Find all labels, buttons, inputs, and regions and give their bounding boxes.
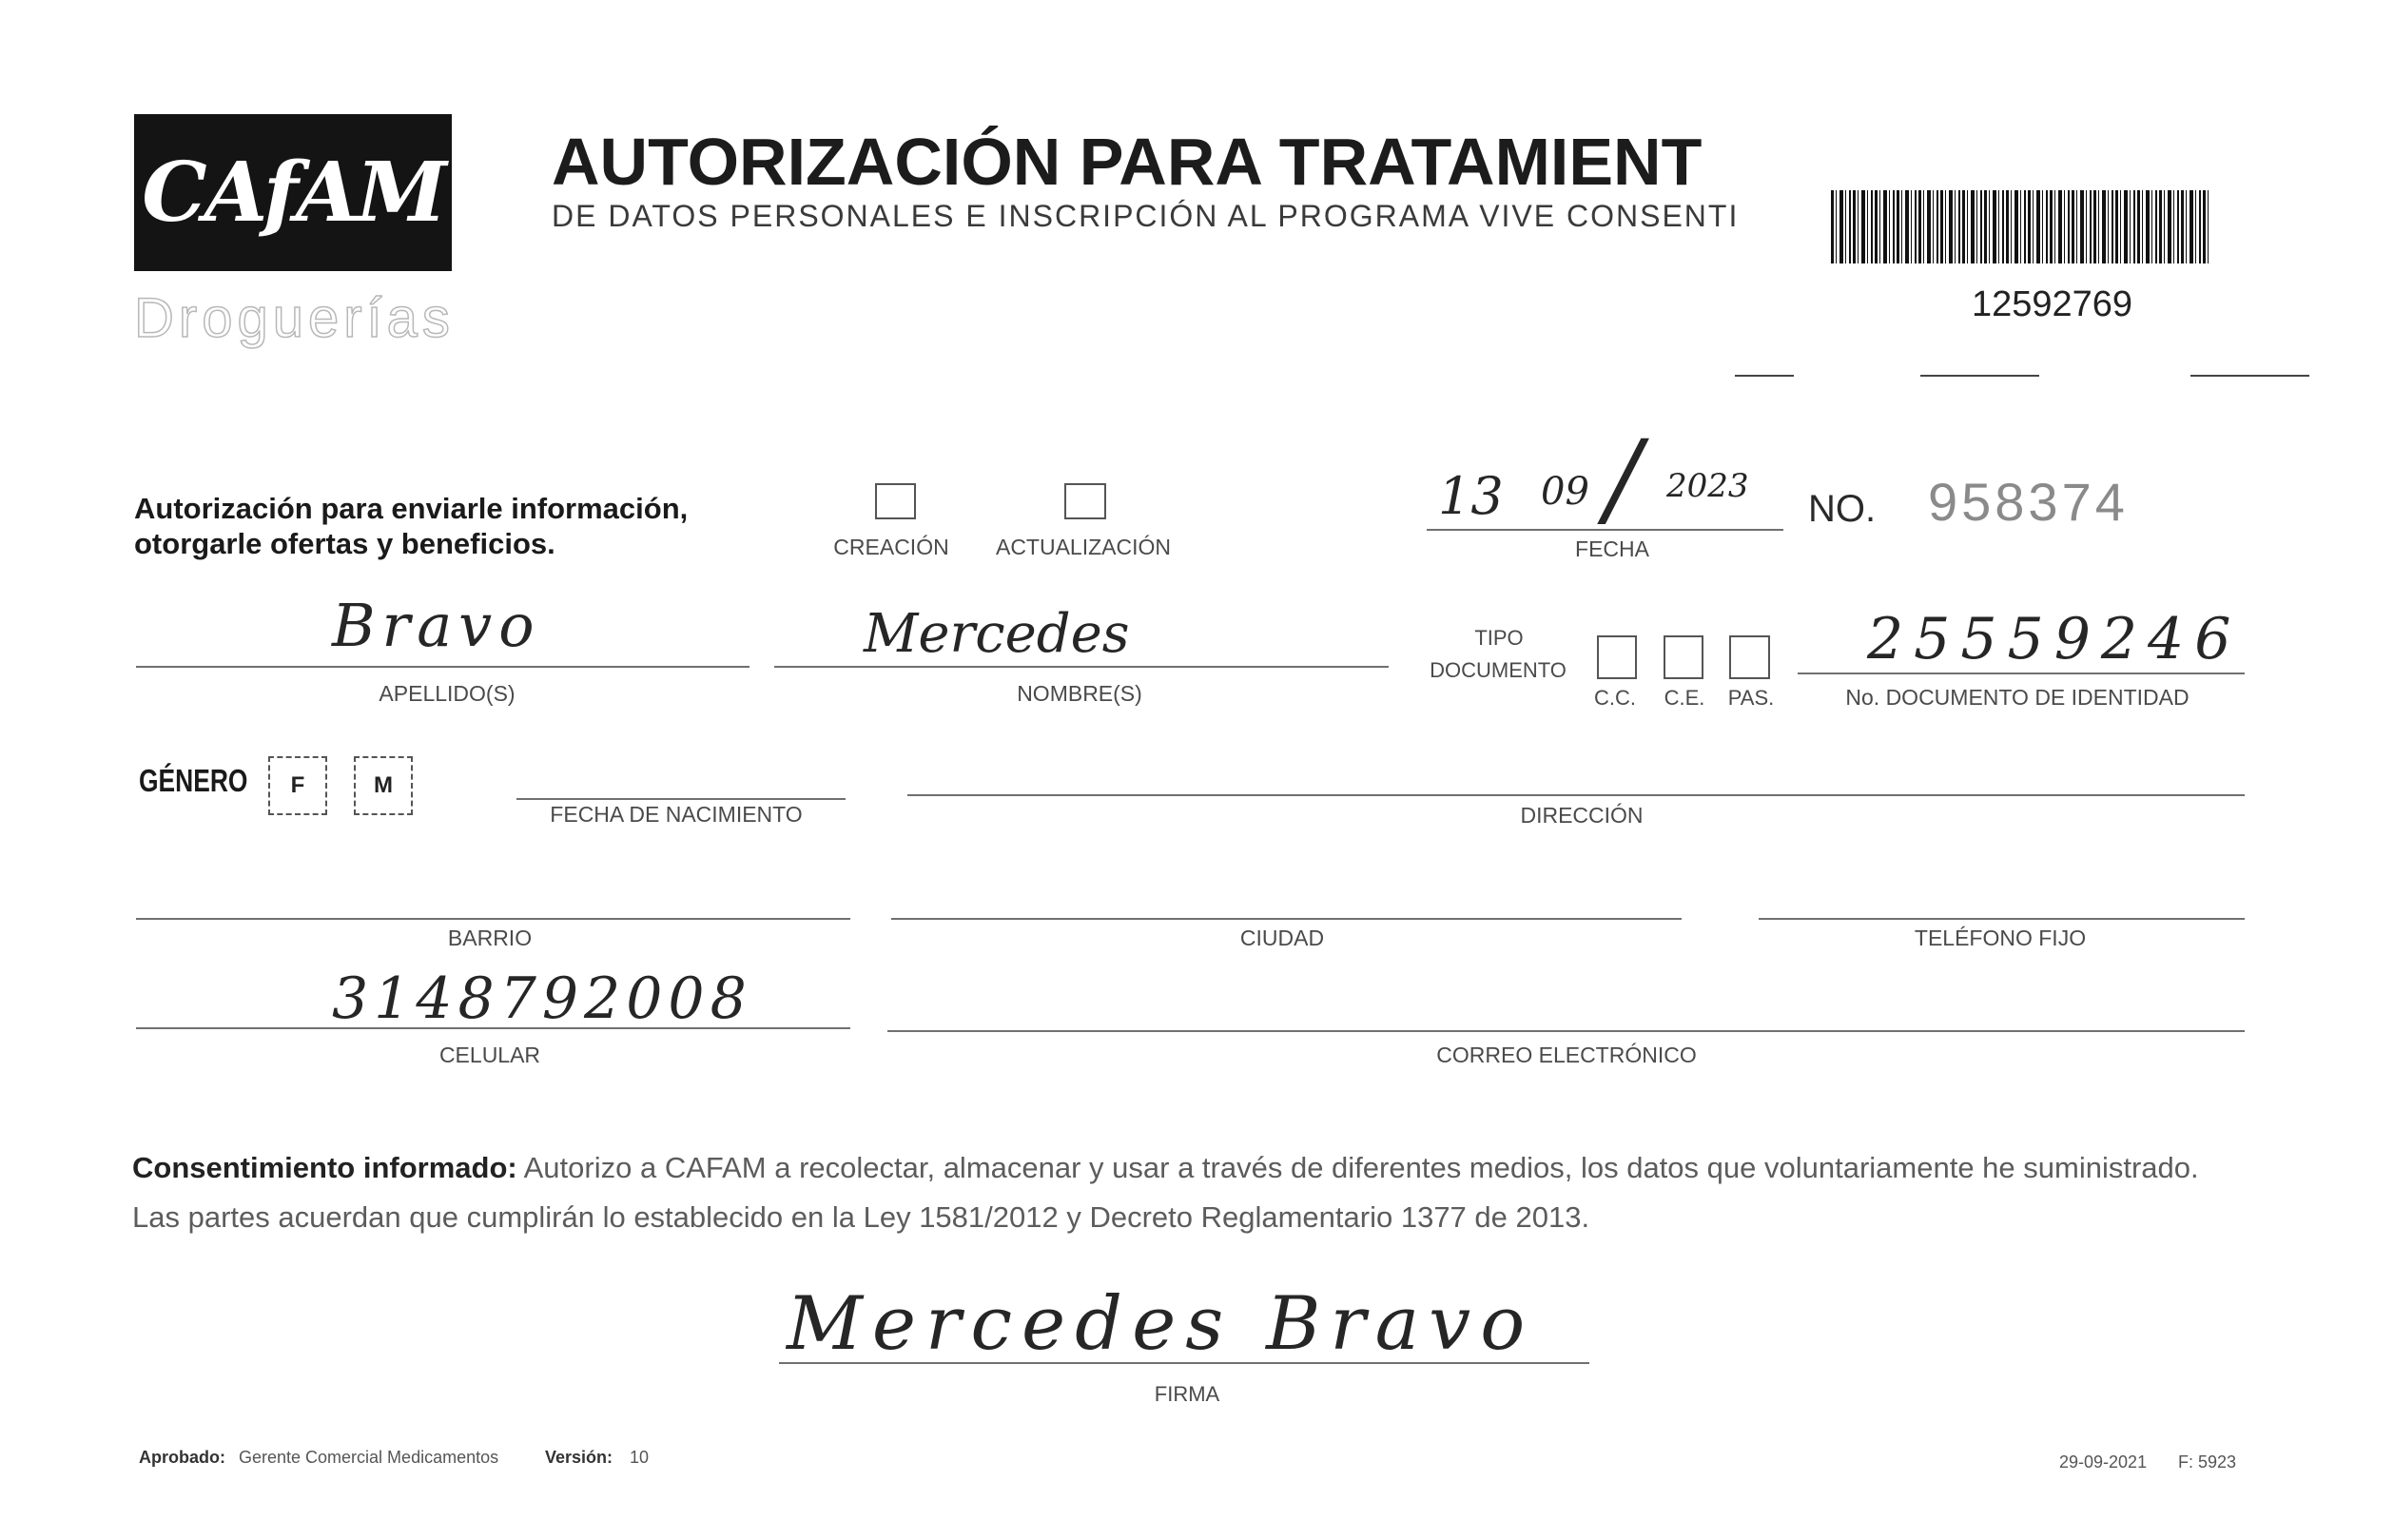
doc-type-cc-checkbox bbox=[1597, 635, 1637, 679]
date-month: 09 bbox=[1541, 470, 1589, 514]
version-value: 10 bbox=[630, 1448, 650, 1467]
name-label: NOMBRE(S) bbox=[1017, 681, 1142, 706]
barcode bbox=[1831, 190, 2211, 263]
form-number-label: NO. bbox=[1808, 488, 1877, 530]
actualizacion-checkbox bbox=[1064, 483, 1106, 519]
surname-label: APELLIDO(S) bbox=[379, 681, 516, 706]
doc-type-ce-checkbox bbox=[1664, 635, 1703, 679]
consent-label: Consentimiento informado: bbox=[132, 1151, 517, 1184]
doc-type-label-line1: TIPO bbox=[1474, 626, 1524, 650]
date-underline bbox=[1427, 529, 1783, 531]
neighborhood-underline bbox=[136, 918, 850, 920]
date-separator: / bbox=[1606, 418, 1642, 539]
surname-value: Bravo bbox=[332, 591, 541, 660]
scan-rule-mark bbox=[1735, 375, 1794, 377]
scan-rule-mark bbox=[1920, 375, 2039, 377]
birth-date-underline bbox=[516, 798, 846, 800]
doc-type-pas-label: PAS. bbox=[1727, 686, 1775, 710]
logo-subtitle: Droguerías bbox=[134, 287, 455, 349]
document-subtitle: DE DATOS PERSONALES E INSCRIPCIÓN AL PROGRAMA VIVE CONSENTI bbox=[552, 199, 1740, 233]
version-label: Versión: bbox=[545, 1448, 613, 1467]
date-year: 2023 bbox=[1666, 467, 1749, 505]
name-underline bbox=[774, 666, 1389, 668]
barcode-number: 12592769 bbox=[1972, 284, 2133, 324]
city-underline bbox=[891, 918, 1682, 920]
authorization-heading bbox=[134, 491, 688, 561]
birth-date-label: FECHA DE NACIMIENTO bbox=[550, 802, 803, 827]
cafam-logo bbox=[134, 114, 452, 271]
doc-number-label: No. DOCUMENTO DE IDENTIDAD bbox=[1845, 685, 2190, 710]
approved-label: Aprobado: bbox=[139, 1448, 225, 1467]
gender-m-box: M bbox=[354, 756, 413, 815]
consent-paragraph bbox=[132, 1143, 2248, 1242]
doc-number-value: 25559246 bbox=[1867, 606, 2242, 673]
authorization-heading-line2: otorgarle ofertas y beneficios. bbox=[134, 527, 555, 560]
footer-date: 29-09-2021 bbox=[2059, 1452, 2148, 1472]
doc-number-underline bbox=[1798, 673, 2245, 674]
logo-wordmark: CAfAM bbox=[142, 144, 444, 241]
consent-text: Autorizo a CAFAM a recolectar, almacenar y usar a través de diferentes medios, los datos que voluntariamente he suministrado. Las partes acuerdan que cumplirán lo establecido en la Ley 1581/2012 y Decreto Reglamentario 1377 de 2013. bbox=[132, 1151, 2199, 1234]
mobile-label: CELULAR bbox=[438, 1043, 541, 1067]
authorization-heading-line1: Autorización para enviarle información, bbox=[134, 492, 689, 525]
doc-type-pas-checkbox bbox=[1729, 635, 1770, 679]
date-day: 13 bbox=[1438, 466, 1504, 526]
email-label: CORREO ELECTRÓNICO bbox=[1436, 1043, 1697, 1067]
doc-type-ce-label: C.E. bbox=[1664, 686, 1705, 710]
mobile-underline bbox=[136, 1027, 850, 1029]
creacion-checkbox bbox=[875, 483, 916, 519]
doc-type-cc-label: C.C. bbox=[1594, 686, 1636, 710]
address-underline bbox=[907, 794, 2245, 796]
actualizacion-label: ACTUALIZACIÓN bbox=[995, 535, 1172, 559]
approved-value: Gerente Comercial Medicamentos bbox=[239, 1448, 499, 1467]
landline-label: TELÉFONO FIJO bbox=[1914, 926, 2087, 950]
gender-label: GÉNERO bbox=[139, 763, 248, 798]
doc-type-label-line2: DOCUMENTO bbox=[1430, 658, 1567, 682]
footer-form-code: F: 5923 bbox=[2178, 1452, 2237, 1472]
neighborhood-label: BARRIO bbox=[447, 926, 533, 950]
landline-underline bbox=[1759, 918, 2245, 920]
gender-f-box: F bbox=[268, 756, 327, 815]
surname-underline bbox=[136, 666, 749, 668]
signature: Mercedes Bravo bbox=[787, 1281, 1535, 1367]
name-value: Mercedes bbox=[864, 603, 1130, 665]
address-label: DIRECCIÓN bbox=[1520, 803, 1644, 828]
signature-underline bbox=[779, 1362, 1589, 1364]
date-label: FECHA bbox=[1575, 536, 1649, 561]
document-title: AUTORIZACIÓN PARA TRATAMIENT bbox=[552, 125, 1703, 199]
signature-label: FIRMA bbox=[1154, 1382, 1220, 1406]
creacion-label: CREACIÓN bbox=[833, 535, 949, 559]
form-number: 958374 bbox=[1928, 472, 2129, 532]
scan-rule-mark bbox=[2190, 375, 2309, 377]
mobile-value: 3148792008 bbox=[332, 965, 752, 1032]
city-label: CIUDAD bbox=[1239, 926, 1325, 950]
email-underline bbox=[887, 1030, 2245, 1032]
